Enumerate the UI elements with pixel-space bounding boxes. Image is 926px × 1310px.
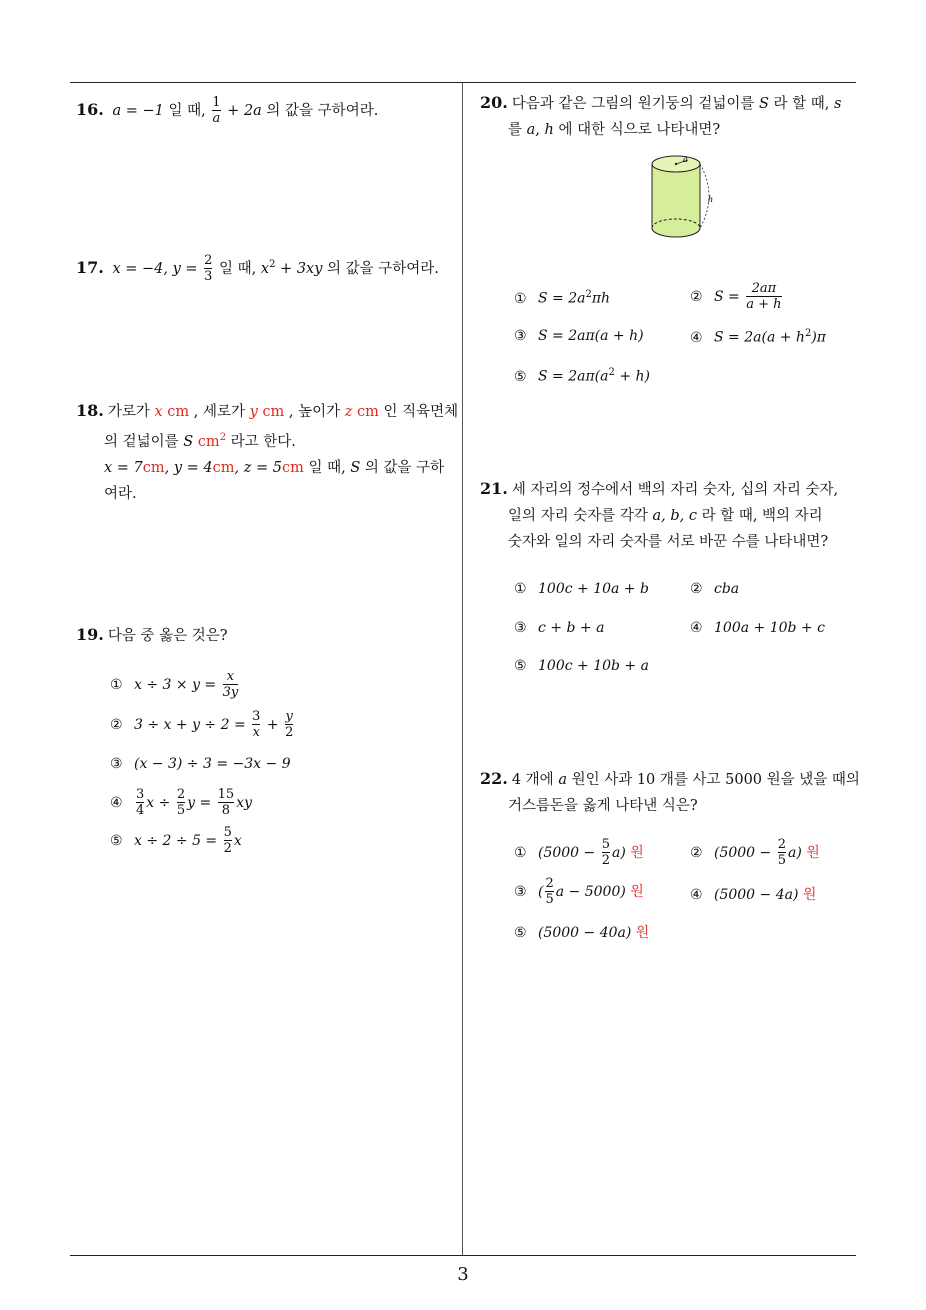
question-18: 18. 가로가 x cm , 세로가 y cm , 높이가 z cm 인 직육면체 의 겉넓이를 S $cm^2$ 라고 한다. x = 7cm, y = 4cm, z = 5cm 일 때, S 의 값을 구하 여라. [76,401,459,502]
question-19: 19. 다음 중 옳은 것은? [76,625,228,644]
choice-5[interactable]: ⑤ x ÷ 2 ÷ 5 = $\frac{5}{2}$ x [110,825,242,856]
choice-1[interactable]: ① (5000 − $\frac{5}{2}$ a) 원 [514,837,644,868]
choice-3[interactable]: ③ (x − 3) ÷ 3 = −3x − 9 [110,756,291,772]
question-number: 19. [76,625,104,644]
question-17: 17. x = −4, y = $\frac{2}{3}$ 일 때, $x^2 + 3xy$ 의 값을 구하여라. [76,252,439,284]
choice-3[interactable]: ③ S = 2aπ(a + h) [514,328,644,344]
choice-5[interactable]: ⑤ 100c + 10b + a [514,658,649,674]
choice-3[interactable]: ③ ( $\frac{2}{5}$ a − 5000) 원 [514,876,644,907]
question-number: 21. [480,479,508,498]
question-21: 21. 세 자리의 정수에서 백의 자리 숫자, 십의 자리 숫자, 일의 자리 숫자를 각각 a, b, c 라 할 때, 백의 자리 숫자와 일의 자리 숫자를 서로 바꾼 수를 나타내면? [480,479,839,550]
svg-text:h: h [708,195,714,204]
column-divider [462,83,463,1255]
choice-2[interactable]: ② cba [690,581,740,597]
cylinder-figure [640,150,730,244]
choice-2[interactable]: ② (5000 − $\frac{2}{5}$ a) 원 [690,837,820,868]
choice-2[interactable]: ② S = $\frac{2a\pi}{a + h}$ [690,281,782,312]
footer-rule [70,1255,856,1256]
svg-text:a: a [683,155,688,164]
choice-4[interactable]: ④ 100a + 10b + c [690,620,825,636]
choice-4[interactable]: ④ (5000 − 4a) 원 [690,887,817,903]
question-number: 20. [480,93,508,112]
header-rule [70,82,856,83]
choice-1[interactable]: ① x ÷ 3 × y = $\frac{x}{3y}$ [110,669,239,700]
question-number: 16. [76,100,104,119]
choice-5[interactable]: ⑤ (5000 − 40a) 원 [514,925,650,941]
choice-1[interactable]: ① 100c + 10a + b [514,581,649,597]
choice-2[interactable]: ② 3 ÷ x + y ÷ 2 = $\frac{3}{x}$ + $\frac{y}{2}$ [110,709,294,740]
question-16: 16. a = −1 일 때, $\frac{1}{a}$ + 2a 의 값을 구하여라. [76,95,379,126]
choice-4[interactable]: ④ $S = 2a(a + h^2)\pi$ [690,328,826,346]
choice-3[interactable]: ③ c + b + a [514,620,605,636]
choice-1[interactable]: ① $S = 2a^2\pi h$ [514,289,611,307]
choice-5[interactable]: ⑤ $S = 2a\pi(a^2 + h)$ [514,367,650,385]
page-number: 3 [457,1264,469,1285]
fraction: $\frac{1}{a}$ [212,95,221,126]
choice-4[interactable]: ④ $\frac{3}{4}$ x ÷ $\frac{2}{5}$ y = $\frac{15}{8}$ xy [110,787,252,818]
question-number: 17. [76,257,104,277]
question-number: 18. [76,401,104,420]
question-22: 22. 4 개에 a 원인 사과 10 개를 사고 5000 원을 냈을 때의 거스름돈을 옳게 나타낸 식은? [480,769,860,814]
question-20: 20. 다음과 같은 그림의 원기둥의 겉넓이를 S 라 할 때, s 를 a, h 에 대한 식으로 나타내면? [480,93,842,138]
fraction: $\frac{2}{3}$ [204,252,213,284]
question-number: 22. [480,769,508,788]
